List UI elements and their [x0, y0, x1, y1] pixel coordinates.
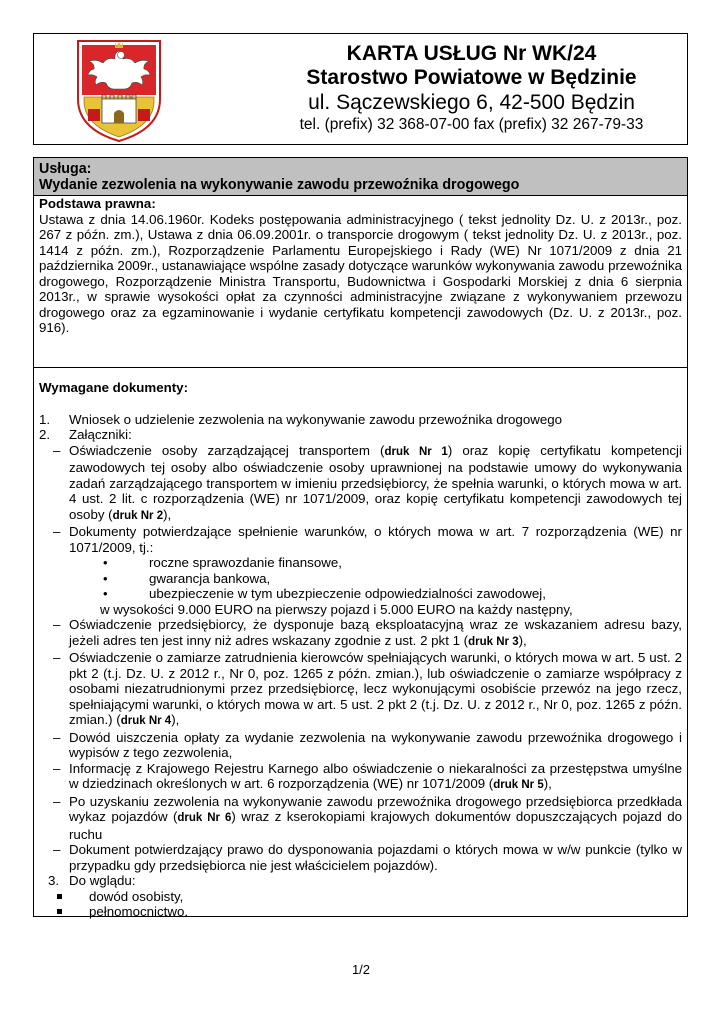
- list-number: 3.: [48, 873, 60, 888]
- bullet-marker: •: [103, 586, 108, 601]
- attachment-text: ) wraz z kserokopiami krajowych dokumentów dopuszczających pojazd do ruchu: [69, 809, 682, 842]
- attachment-text: Oświadczenie przedsiębiorcy, że dysponuje bazą eksploatacyjną wraz ze wskazaniem adresu bazy, jeżeli adres ten jest inny niż adres wskazany zgodnie z ust. 2 pkt 1 (: [69, 617, 682, 648]
- required-documents-title: Wymagane dokumenty:: [39, 380, 189, 395]
- office-name: Starostwo Powiatowe w Będzinie: [306, 66, 637, 89]
- sub-bullet-item: [39, 571, 682, 587]
- attachment-text: ),: [163, 506, 172, 522]
- service-label: Usługa:: [39, 161, 92, 177]
- inspection-item: [39, 904, 682, 920]
- square-bullet-icon: [57, 909, 62, 914]
- bullet-marker: •: [103, 570, 108, 586]
- legal-basis-body: Ustawa z dnia 14.06.1960r. Kodeks postępowania administracyjnego ( tekst jednolity Dz. U. z 2013r., poz. 267 z późn. zm.), Ustawa z dnia 06.09.2001r. o transporcie drogowym ( tekst jednolity Dz. U. z 2013r., poz. 1414 z późn. zm.), Rozporządzenie Parlamentu Europejskiego i Rady (WE) Nr 1071/2009 z dnia 21 października 2009r., ustanawiające wspólne zasady dotyczące warunków wykonywania zawodu przewoźnika drogowego, Rozporządzenie Ministra Transportu, Budownictwa i Gospodarki Morskiej z dnia 6 sierpnia 2013r., w sprawie wysokości opłat za czynności administracyjne związane z wykonywaniem przewozu drogowego oraz za egzaminowanie i wydanie certyfikatu kompetencji zawodowych (Dz. U. z 2013r., poz. 916).: [39, 211, 682, 335]
- dash-marker: –: [53, 760, 61, 776]
- dash-marker: –: [53, 842, 61, 857]
- bullet-marker: •: [103, 555, 108, 570]
- inspection-item-text: dowód osobisty,: [89, 888, 184, 904]
- service-title: Wydanie zezwolenia na wykonywanie zawodu przewoźnika drogowego: [39, 177, 520, 193]
- attachment-text: Oświadczenie osoby zarządzającej transportem (: [69, 442, 385, 458]
- dash-marker: –: [53, 729, 61, 745]
- form-reference: druk Nr 5: [493, 779, 544, 791]
- inspection-item-text: pełnomocnictwo.: [89, 904, 189, 919]
- dash-marker: –: [53, 524, 61, 539]
- dash-marker: –: [53, 793, 61, 809]
- dash-marker: –: [53, 442, 61, 458]
- insurance-amount-text: w wysokości 9.000 EURO na pierwszy pojazd i 5.000 EURO na każdy następny,: [100, 601, 573, 617]
- attachment-text: Dowód uiszczenia opłaty za wydanie zezwolenia na wykonywanie zawodu przewoźnika drogowego i wypisów z tego zezwolenia,: [69, 729, 682, 760]
- attachment-item: [39, 443, 682, 525]
- page-number: 1/2: [351, 962, 371, 977]
- form-reference: druk Nr 6: [177, 812, 232, 824]
- list-item: [39, 412, 682, 428]
- form-reference: druk Nr 3: [468, 635, 519, 648]
- sub-bullet-text: gwarancja bankowa,: [149, 570, 271, 586]
- list-item: [39, 873, 682, 889]
- header-text: [264, 42, 679, 135]
- square-bullet-icon: [57, 894, 62, 899]
- office-address: ul. Sączewskiego 6, 42-500 Będzin: [308, 91, 635, 114]
- sub-bullet-text: roczne sprawozdanie finansowe,: [149, 555, 342, 570]
- attachment-text: Dokumenty potwierdzające spełnienie warunków, o których mowa w art. 7 rozporządzenia (WE) nr 1071/2009, tj.:: [69, 524, 682, 555]
- application-form-text: Wniosek o udzielenie zezwolenia na wykonywanie zawodu przewoźnika drogowego: [69, 411, 563, 427]
- dash-marker: –: [53, 650, 61, 665]
- attachment-item: [39, 794, 682, 843]
- attachment-text: Po uzyskaniu zezwolenia na wykonywanie zawodu przewoźnika drogowego przedsiębiorca przedkłada wykaz pojazdów (: [69, 793, 682, 824]
- attachment-text: Dokument potwierdzający prawo do dysponowania pojazdami o których mowa w w/w punkcie (tylko w przypadku gdy przedsiębiorca nie jest właścicielem pojazdów).: [69, 842, 682, 873]
- form-reference: druk Nr 2: [112, 509, 164, 522]
- attachment-text: Informację z Krajowego Rejestru Karnego albo oświadczenie o niekaralności za przestępstwa umyślne w dziedzinach określonych w art. 6 rozporządzenia (WE) nr 1071/2009 (: [69, 760, 682, 791]
- coat-of-arms-icon: [74, 37, 164, 143]
- attachment-text: Oświadczenie o zamiarze zatrudnienia kierowców spełniających warunki, o których mowa w art. 5 ust. 2 pkt 2 (t.j. Dz. U. z 2012 r., Nr 0, poz. 1265 z późn. zmian.), lub oświadczenie o zamiarze współpracy z osobami niezatrudnionymi przez przedsiębiorcę, lecz wykonującymi osobiście przewóz na jego rzecz, spełniającymi warunki, o których mowa w art. 5 ust. 2 pkt 2 (t.j. Dz. U. z 2012 r., Nr 0, poz. 1265 z późn. zmian.) (: [69, 650, 682, 727]
- service-header: [34, 158, 687, 196]
- sub-bullet-text: ubezpieczenie w tym ubezpieczenie odpowiedzialności zawodowej,: [149, 586, 546, 601]
- attachment-item: [39, 730, 682, 761]
- attachment-item: [39, 650, 682, 730]
- list-number: 1.: [39, 411, 51, 427]
- list-item: [39, 427, 682, 443]
- attachment-item: [39, 617, 682, 650]
- attachment-item: [39, 761, 682, 794]
- attachment-text: ),: [171, 712, 180, 727]
- attachment-text: ) oraz kopię certyfikatu kompetencji zawodowych tej osoby albo oświadczenie osoby uprawnionej na podstawie umowy do wykonywania zadań zarządzającego transportem w imieniu przedsiębiorcy, że spełnia warunki, o których mowa w art. 4 ust. 2 lit. c rozporządzenia (WE) nr 1071/2009, oraz kopię certyfikatu kompetencji zawodowych tej osoby (: [69, 442, 682, 522]
- main-content-box: [33, 157, 688, 917]
- form-reference: druk Nr 4: [120, 715, 172, 727]
- form-reference: druk Nr 1: [384, 445, 448, 458]
- office-phone-fax: tel. (prefix) 32 368-07-00 fax (prefix) 32 267-79-33: [299, 116, 644, 133]
- attachment-item: [39, 842, 682, 873]
- required-documents-section: [34, 380, 687, 920]
- attachment-item: [39, 524, 682, 555]
- dash-marker: –: [53, 617, 61, 632]
- list-number: 2.: [39, 427, 51, 442]
- attachment-text: ),: [543, 776, 552, 791]
- card-title: KARTA USŁUG Nr WK/24: [346, 42, 597, 65]
- sub-bullet-item: [39, 555, 682, 571]
- attachment-text: ),: [518, 632, 527, 648]
- header-box: [33, 33, 688, 145]
- legal-basis-title: Podstawa prawna:: [39, 196, 156, 211]
- inspection-label: Do wglądu:: [69, 873, 136, 888]
- sub-bullet-item: [39, 586, 682, 602]
- legal-basis-section: [34, 196, 687, 368]
- attachments-label: Załączniki:: [69, 427, 132, 442]
- inspection-item: [39, 889, 682, 905]
